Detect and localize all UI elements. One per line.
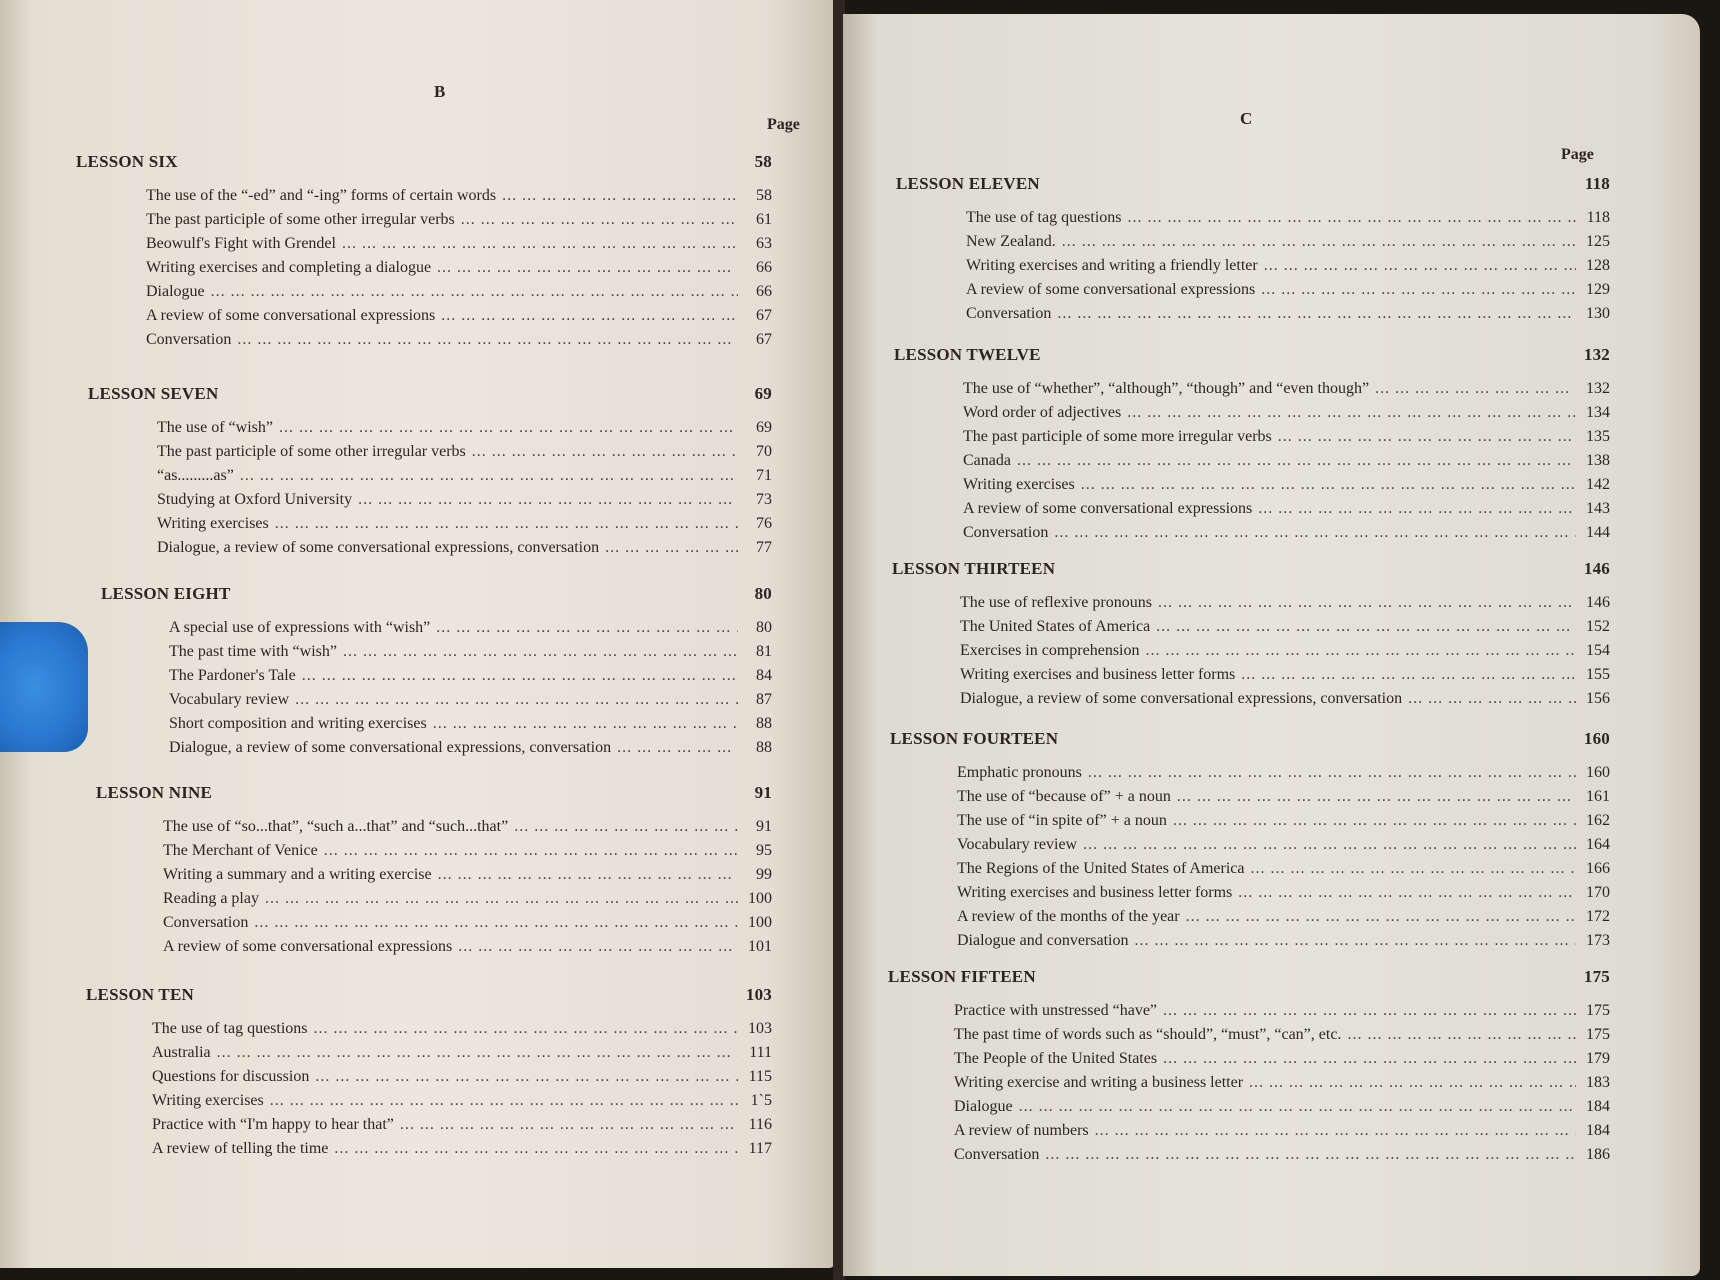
dot-leader	[436, 616, 738, 640]
toc-entry	[888, 1143, 1610, 1167]
toc-entry	[888, 1023, 1610, 1047]
toc-entry	[101, 616, 772, 640]
entry-page-number: 111	[749, 1044, 772, 1061]
entry-page-number: 70	[756, 443, 772, 460]
entry-title: The use of reflexive pronouns	[960, 594, 1152, 611]
entry-title: The past participle of some other irregular verbs	[146, 211, 455, 228]
dot-leader	[1250, 857, 1576, 881]
toc-entry	[894, 377, 1610, 401]
entry-page-number: 184	[1586, 1098, 1610, 1115]
toc-entry	[890, 905, 1610, 929]
entry-title: Writing exercises and business letter forms	[957, 884, 1233, 901]
dot-leader	[1261, 278, 1576, 302]
entry-page-number: 161	[1586, 788, 1610, 805]
dot-leader	[502, 184, 738, 208]
entry-page-number: 81	[756, 643, 772, 660]
lesson-section	[896, 174, 1610, 326]
entry-title: Canada	[963, 452, 1011, 469]
toc-entry	[896, 278, 1610, 302]
entry-page-number: 76	[756, 515, 772, 532]
lesson-title: LESSON EIGHT	[101, 584, 231, 603]
lesson-page-number: 103	[745, 985, 772, 1004]
entry-title: Dialogue, a review of some conversational expressions, conversation	[960, 690, 1403, 707]
entry-page-number: 87	[756, 691, 772, 708]
toc-entry	[86, 1017, 772, 1041]
entry-title: A review of the months of the year	[957, 908, 1180, 925]
lesson-title: LESSON FIFTEEN	[888, 967, 1036, 986]
entry-page-number: 173	[1586, 932, 1610, 949]
toc-entry	[76, 280, 772, 304]
entry-page-number: 160	[1586, 764, 1610, 781]
dot-leader	[438, 863, 738, 887]
entry-page-number: 156	[1586, 690, 1610, 707]
toc-entry	[888, 999, 1610, 1023]
toc-entry	[894, 449, 1610, 473]
toc-entry	[88, 512, 772, 536]
dot-leader	[1057, 302, 1576, 326]
entry-page-number: 166	[1586, 860, 1610, 877]
dot-leader	[254, 911, 738, 935]
entry-page-number: 138	[1586, 452, 1610, 469]
toc-entry	[101, 736, 772, 760]
dot-leader	[1158, 591, 1576, 615]
lesson-heading	[88, 384, 772, 404]
entry-title: The use of “whether”, “although”, “though” and “even though”	[963, 380, 1370, 397]
entry-title: The use of tag questions	[152, 1020, 308, 1037]
entry-title: A review of some conversational expressions	[146, 307, 436, 324]
dot-leader	[1083, 833, 1576, 857]
page-column-header: Page	[767, 116, 800, 133]
lesson-section	[76, 152, 772, 352]
entry-title: The Merchant of Venice	[163, 842, 318, 859]
dot-leader	[314, 1017, 738, 1041]
dot-leader	[1054, 521, 1576, 545]
toc-entry	[894, 497, 1610, 521]
lesson-section	[96, 783, 772, 959]
entry-page-number: 88	[756, 715, 772, 732]
entry-title: Dialogue, a review of some conversational expressions, conversation	[169, 739, 612, 756]
toc-entry	[896, 230, 1610, 254]
entry-page-number: 1`5	[750, 1092, 772, 1109]
lesson-page-number: 118	[1584, 174, 1610, 193]
lesson-section	[101, 584, 772, 760]
toc-entry	[896, 254, 1610, 278]
dot-leader	[514, 815, 738, 839]
lesson-title: LESSON ELEVEN	[896, 174, 1040, 193]
entry-title: New Zealand.	[966, 233, 1056, 250]
toc-entry	[894, 401, 1610, 425]
entry-page-number: 88	[756, 739, 772, 756]
entry-page-number: 100	[748, 890, 772, 907]
dot-leader	[1347, 1023, 1576, 1047]
entry-page-number: 183	[1586, 1074, 1610, 1091]
entry-title: A review of some conversational expressions	[163, 938, 453, 955]
left-page	[0, 0, 835, 1268]
lesson-heading	[890, 729, 1610, 749]
page-letter: B	[434, 82, 446, 101]
dot-leader	[441, 304, 738, 328]
dot-leader	[1258, 497, 1576, 521]
entry-title: Beowulf's Fight with Grendel	[146, 235, 336, 252]
entry-page-number: 115	[748, 1068, 772, 1085]
entry-page-number: 66	[756, 259, 772, 276]
lesson-page-number: 175	[1583, 967, 1610, 986]
dot-leader	[1095, 1119, 1576, 1143]
toc-entry	[890, 761, 1610, 785]
entry-page-number: 95	[756, 842, 772, 859]
toc-entry	[101, 664, 772, 688]
toc-entry	[96, 863, 772, 887]
entry-page-number: 175	[1586, 1002, 1610, 1019]
entry-title: The People of the United States	[954, 1050, 1158, 1067]
entry-page-number: 125	[1586, 233, 1610, 250]
lesson-title: LESSON TEN	[86, 985, 194, 1004]
entry-page-number: 172	[1586, 908, 1610, 925]
dot-leader	[1173, 809, 1576, 833]
dot-leader	[433, 712, 738, 736]
toc-entry	[86, 1089, 772, 1113]
entry-page-number: 69	[756, 419, 772, 436]
toc-entry	[888, 1071, 1610, 1095]
ribbon-bookmark	[0, 622, 88, 752]
toc-entry	[888, 1119, 1610, 1143]
dot-leader	[275, 512, 738, 536]
dot-leader	[1163, 1047, 1576, 1071]
dot-leader	[240, 464, 738, 488]
entry-page-number: 132	[1586, 380, 1610, 397]
dot-leader	[605, 536, 738, 560]
dot-leader	[265, 887, 738, 911]
entry-page-number: 162	[1586, 812, 1610, 829]
entry-title: A review of numbers	[954, 1122, 1089, 1139]
entry-page-number: 186	[1586, 1146, 1610, 1163]
entry-title: Practice with “I'm happy to hear that”	[152, 1116, 394, 1133]
entry-title: Practice with unstressed “have”	[954, 1002, 1158, 1019]
toc-entry	[890, 929, 1610, 953]
entry-title: Conversation	[963, 524, 1049, 541]
dot-leader	[343, 640, 738, 664]
entry-title: The use of “in spite of” + a noun	[957, 812, 1167, 829]
entry-page-number: 134	[1586, 404, 1610, 421]
dot-leader	[1264, 254, 1576, 278]
dot-leader	[1238, 881, 1576, 905]
entry-page-number: 152	[1586, 618, 1610, 635]
entry-title: Dialogue	[954, 1098, 1013, 1115]
dot-leader	[295, 688, 738, 712]
toc-entry	[96, 887, 772, 911]
entry-page-number: 128	[1586, 257, 1610, 274]
lesson-heading	[76, 152, 772, 172]
entry-title: A review of some conversational expressions	[963, 500, 1253, 517]
entry-page-number: 170	[1586, 884, 1610, 901]
entry-page-number: 91	[756, 818, 772, 835]
dot-leader	[1278, 425, 1576, 449]
lesson-section	[88, 384, 772, 560]
toc-entry	[76, 208, 772, 232]
entry-title: Short composition and writing exercises	[169, 715, 427, 732]
entry-title: A special use of expressions with “wish”	[169, 619, 431, 636]
entry-title: Questions for discussion	[152, 1068, 310, 1085]
lesson-title: LESSON NINE	[96, 783, 213, 802]
toc-entry	[96, 911, 772, 935]
entry-page-number: 155	[1586, 666, 1610, 683]
lesson-page-number: 132	[1583, 345, 1610, 364]
toc-entry	[96, 935, 772, 959]
entry-page-number: 175	[1586, 1026, 1610, 1043]
entry-page-number: 179	[1586, 1050, 1610, 1067]
entry-page-number: 130	[1586, 305, 1610, 322]
entry-title: Writing exercises and completing a dialogue	[146, 259, 432, 276]
entry-page-number: 67	[756, 331, 772, 348]
entry-title: Writing exercise and writing a business letter	[954, 1074, 1244, 1091]
right-page	[843, 14, 1700, 1276]
dot-leader	[1241, 663, 1576, 687]
dot-leader	[1146, 639, 1577, 663]
lesson-heading	[892, 559, 1610, 579]
entry-title: Writing exercises	[963, 476, 1075, 493]
toc-entry	[892, 639, 1610, 663]
entry-title: The use of “so...that”, “such a...that” and “such...that”	[163, 818, 509, 835]
toc-entry	[96, 815, 772, 839]
dot-leader	[358, 488, 738, 512]
toc-entry	[88, 536, 772, 560]
dot-leader	[617, 736, 738, 760]
entry-title: The use of “because of” + a noun	[957, 788, 1171, 805]
entry-title: Australia	[152, 1044, 211, 1061]
entry-page-number: 146	[1586, 594, 1610, 611]
entry-page-number: 118	[1586, 209, 1610, 226]
toc-entry	[88, 464, 772, 488]
dot-leader	[217, 1041, 738, 1065]
lesson-title: LESSON TWELVE	[894, 345, 1041, 364]
lesson-page-number: 69	[754, 384, 772, 403]
entry-title: The use of the “-ed” and “-ing” forms of certain words	[146, 187, 497, 204]
dot-leader	[1128, 206, 1576, 230]
dot-leader	[1156, 615, 1576, 639]
dot-leader	[1127, 401, 1576, 425]
lesson-section	[888, 967, 1610, 1167]
dot-leader	[1017, 449, 1576, 473]
toc-entry	[76, 328, 772, 352]
toc-entry	[892, 615, 1610, 639]
entry-page-number: 77	[756, 539, 772, 556]
entry-title: Emphatic pronouns	[957, 764, 1082, 781]
dot-leader	[302, 664, 738, 688]
entry-title: Conversation	[954, 1146, 1040, 1163]
lesson-page-number: 91	[754, 783, 772, 802]
toc-entry	[890, 833, 1610, 857]
lesson-heading	[896, 174, 1610, 194]
lesson-title: LESSON THIRTEEN	[892, 559, 1056, 578]
toc-entry	[896, 302, 1610, 326]
entry-title: Conversation	[163, 914, 249, 931]
toc-entry	[86, 1041, 772, 1065]
toc-entry	[86, 1065, 772, 1089]
entry-page-number: 116	[748, 1116, 772, 1133]
dot-leader	[237, 328, 738, 352]
entry-title: Exercises in comprehension	[960, 642, 1140, 659]
entry-title: The Pardoner's Tale	[169, 667, 296, 684]
lesson-title: LESSON SIX	[76, 152, 178, 171]
toc-entry	[101, 688, 772, 712]
toc-entry	[892, 687, 1610, 711]
entry-title: Word order of adjectives	[963, 404, 1122, 421]
entry-title: The Regions of the United States of America	[957, 860, 1245, 877]
entry-page-number: 101	[748, 938, 772, 955]
entry-page-number: 117	[748, 1140, 772, 1157]
lesson-section	[890, 729, 1610, 953]
entry-title: Dialogue, a review of some conversational expressions, conversation	[157, 539, 600, 556]
toc-entry	[890, 785, 1610, 809]
entry-page-number: 154	[1586, 642, 1610, 659]
lesson-section	[892, 559, 1610, 711]
entry-title: Dialogue and conversation	[957, 932, 1129, 949]
entry-title: Studying at Oxford University	[157, 491, 353, 508]
entry-title: Writing exercises	[157, 515, 269, 532]
entry-page-number: 84	[756, 667, 772, 684]
entry-title: Dialogue	[146, 283, 205, 300]
dot-leader	[437, 256, 738, 280]
entry-title: Conversation	[146, 331, 232, 348]
dot-leader	[1019, 1095, 1576, 1119]
toc-entry	[892, 663, 1610, 687]
lesson-title: LESSON FOURTEEN	[890, 729, 1059, 748]
entry-title: The past participle of some more irregular verbs	[963, 428, 1272, 445]
dot-leader	[334, 1137, 738, 1161]
dot-leader	[342, 232, 738, 256]
entry-title: A review of some conversational expressions	[966, 281, 1256, 298]
dot-leader	[472, 440, 738, 464]
page-letter: C	[1240, 109, 1253, 128]
dot-leader	[1088, 761, 1576, 785]
entry-page-number: 135	[1586, 428, 1610, 445]
toc-entry	[76, 184, 772, 208]
lesson-page-number: 146	[1583, 559, 1610, 578]
toc-entry	[890, 809, 1610, 833]
dot-leader	[279, 416, 738, 440]
entry-title: The United States of America	[960, 618, 1151, 635]
dot-leader	[1408, 687, 1576, 711]
lesson-page-number: 80	[754, 584, 772, 603]
entry-title: Writing exercises and writing a friendly letter	[966, 257, 1258, 274]
entry-page-number: 103	[748, 1020, 772, 1037]
toc-entry	[96, 839, 772, 863]
entry-page-number: 164	[1586, 836, 1610, 853]
entry-title: Writing exercises	[152, 1092, 264, 1109]
lesson-section	[86, 985, 772, 1161]
dot-leader	[1177, 785, 1576, 809]
entry-title: The past time with “wish”	[169, 643, 337, 660]
entry-page-number: 100	[748, 914, 772, 931]
dot-leader	[324, 839, 738, 863]
entry-page-number: 184	[1586, 1122, 1610, 1139]
entry-title: Vocabulary review	[169, 691, 290, 708]
toc-entry	[88, 440, 772, 464]
entry-title: The use of “wish”	[157, 419, 273, 436]
toc-entry	[101, 640, 772, 664]
dot-leader	[1375, 377, 1576, 401]
lesson-section	[894, 345, 1610, 545]
dot-leader	[1045, 1143, 1576, 1167]
dot-leader	[315, 1065, 738, 1089]
entry-page-number: 129	[1586, 281, 1610, 298]
entry-title: Writing exercises and business letter forms	[960, 666, 1236, 683]
toc-entry	[88, 488, 772, 512]
toc-entry	[88, 416, 772, 440]
entry-title: Vocabulary review	[957, 836, 1078, 853]
toc-entry	[892, 591, 1610, 615]
toc-entry	[888, 1095, 1610, 1119]
dot-leader	[1135, 929, 1577, 953]
entry-page-number: 73	[756, 491, 772, 508]
entry-page-number: 63	[756, 235, 772, 252]
toc-entry	[896, 206, 1610, 230]
entry-title: Reading a play	[163, 890, 259, 907]
lesson-heading	[96, 783, 772, 803]
dot-leader	[1081, 473, 1576, 497]
entry-page-number: 58	[756, 187, 772, 204]
lesson-heading	[894, 345, 1610, 365]
dot-leader	[270, 1089, 738, 1113]
dot-leader	[1163, 999, 1576, 1023]
entry-page-number: 143	[1586, 500, 1610, 517]
lesson-page-number: 58	[754, 152, 772, 171]
entry-page-number: 66	[756, 283, 772, 300]
dot-leader	[400, 1113, 738, 1137]
entry-page-number: 67	[756, 307, 772, 324]
lesson-title: LESSON SEVEN	[88, 384, 219, 403]
toc-entry	[76, 232, 772, 256]
entry-title: The past participle of some other irregular verbs	[157, 443, 466, 460]
entry-title: Writing a summary and a writing exercise	[163, 866, 432, 883]
dot-leader	[1062, 230, 1576, 254]
entry-page-number: 61	[756, 211, 772, 228]
entry-title: The use of tag questions	[966, 209, 1122, 226]
entry-page-number: 80	[756, 619, 772, 636]
toc-entry	[894, 521, 1610, 545]
toc-entry	[86, 1113, 772, 1137]
toc-entry	[101, 712, 772, 736]
entry-page-number: 71	[756, 467, 772, 484]
toc-entry	[76, 256, 772, 280]
lesson-page-number: 160	[1583, 729, 1610, 748]
dot-leader	[1249, 1071, 1576, 1095]
toc-entry	[890, 881, 1610, 905]
dot-leader	[211, 280, 738, 304]
entry-title: The past time of words such as “should”, “must”, “can”, etc.	[954, 1026, 1342, 1043]
entry-title: Conversation	[966, 305, 1052, 322]
entry-page-number: 99	[756, 866, 772, 883]
dot-leader	[1186, 905, 1576, 929]
lesson-heading	[101, 584, 772, 604]
entry-title: A review of telling the time	[152, 1140, 329, 1157]
entry-title: “as.........as”	[157, 467, 234, 484]
dot-leader	[461, 208, 738, 232]
toc-entry	[894, 425, 1610, 449]
toc-entry	[76, 304, 772, 328]
dot-leader	[458, 935, 738, 959]
entry-page-number: 144	[1586, 524, 1610, 541]
toc-entry	[888, 1047, 1610, 1071]
toc-entry	[894, 473, 1610, 497]
entry-page-number: 142	[1586, 476, 1610, 493]
toc-entry	[86, 1137, 772, 1161]
toc-entry	[890, 857, 1610, 881]
lesson-heading	[86, 985, 772, 1005]
page-column-header: Page	[1561, 146, 1594, 163]
lesson-heading	[888, 967, 1610, 987]
